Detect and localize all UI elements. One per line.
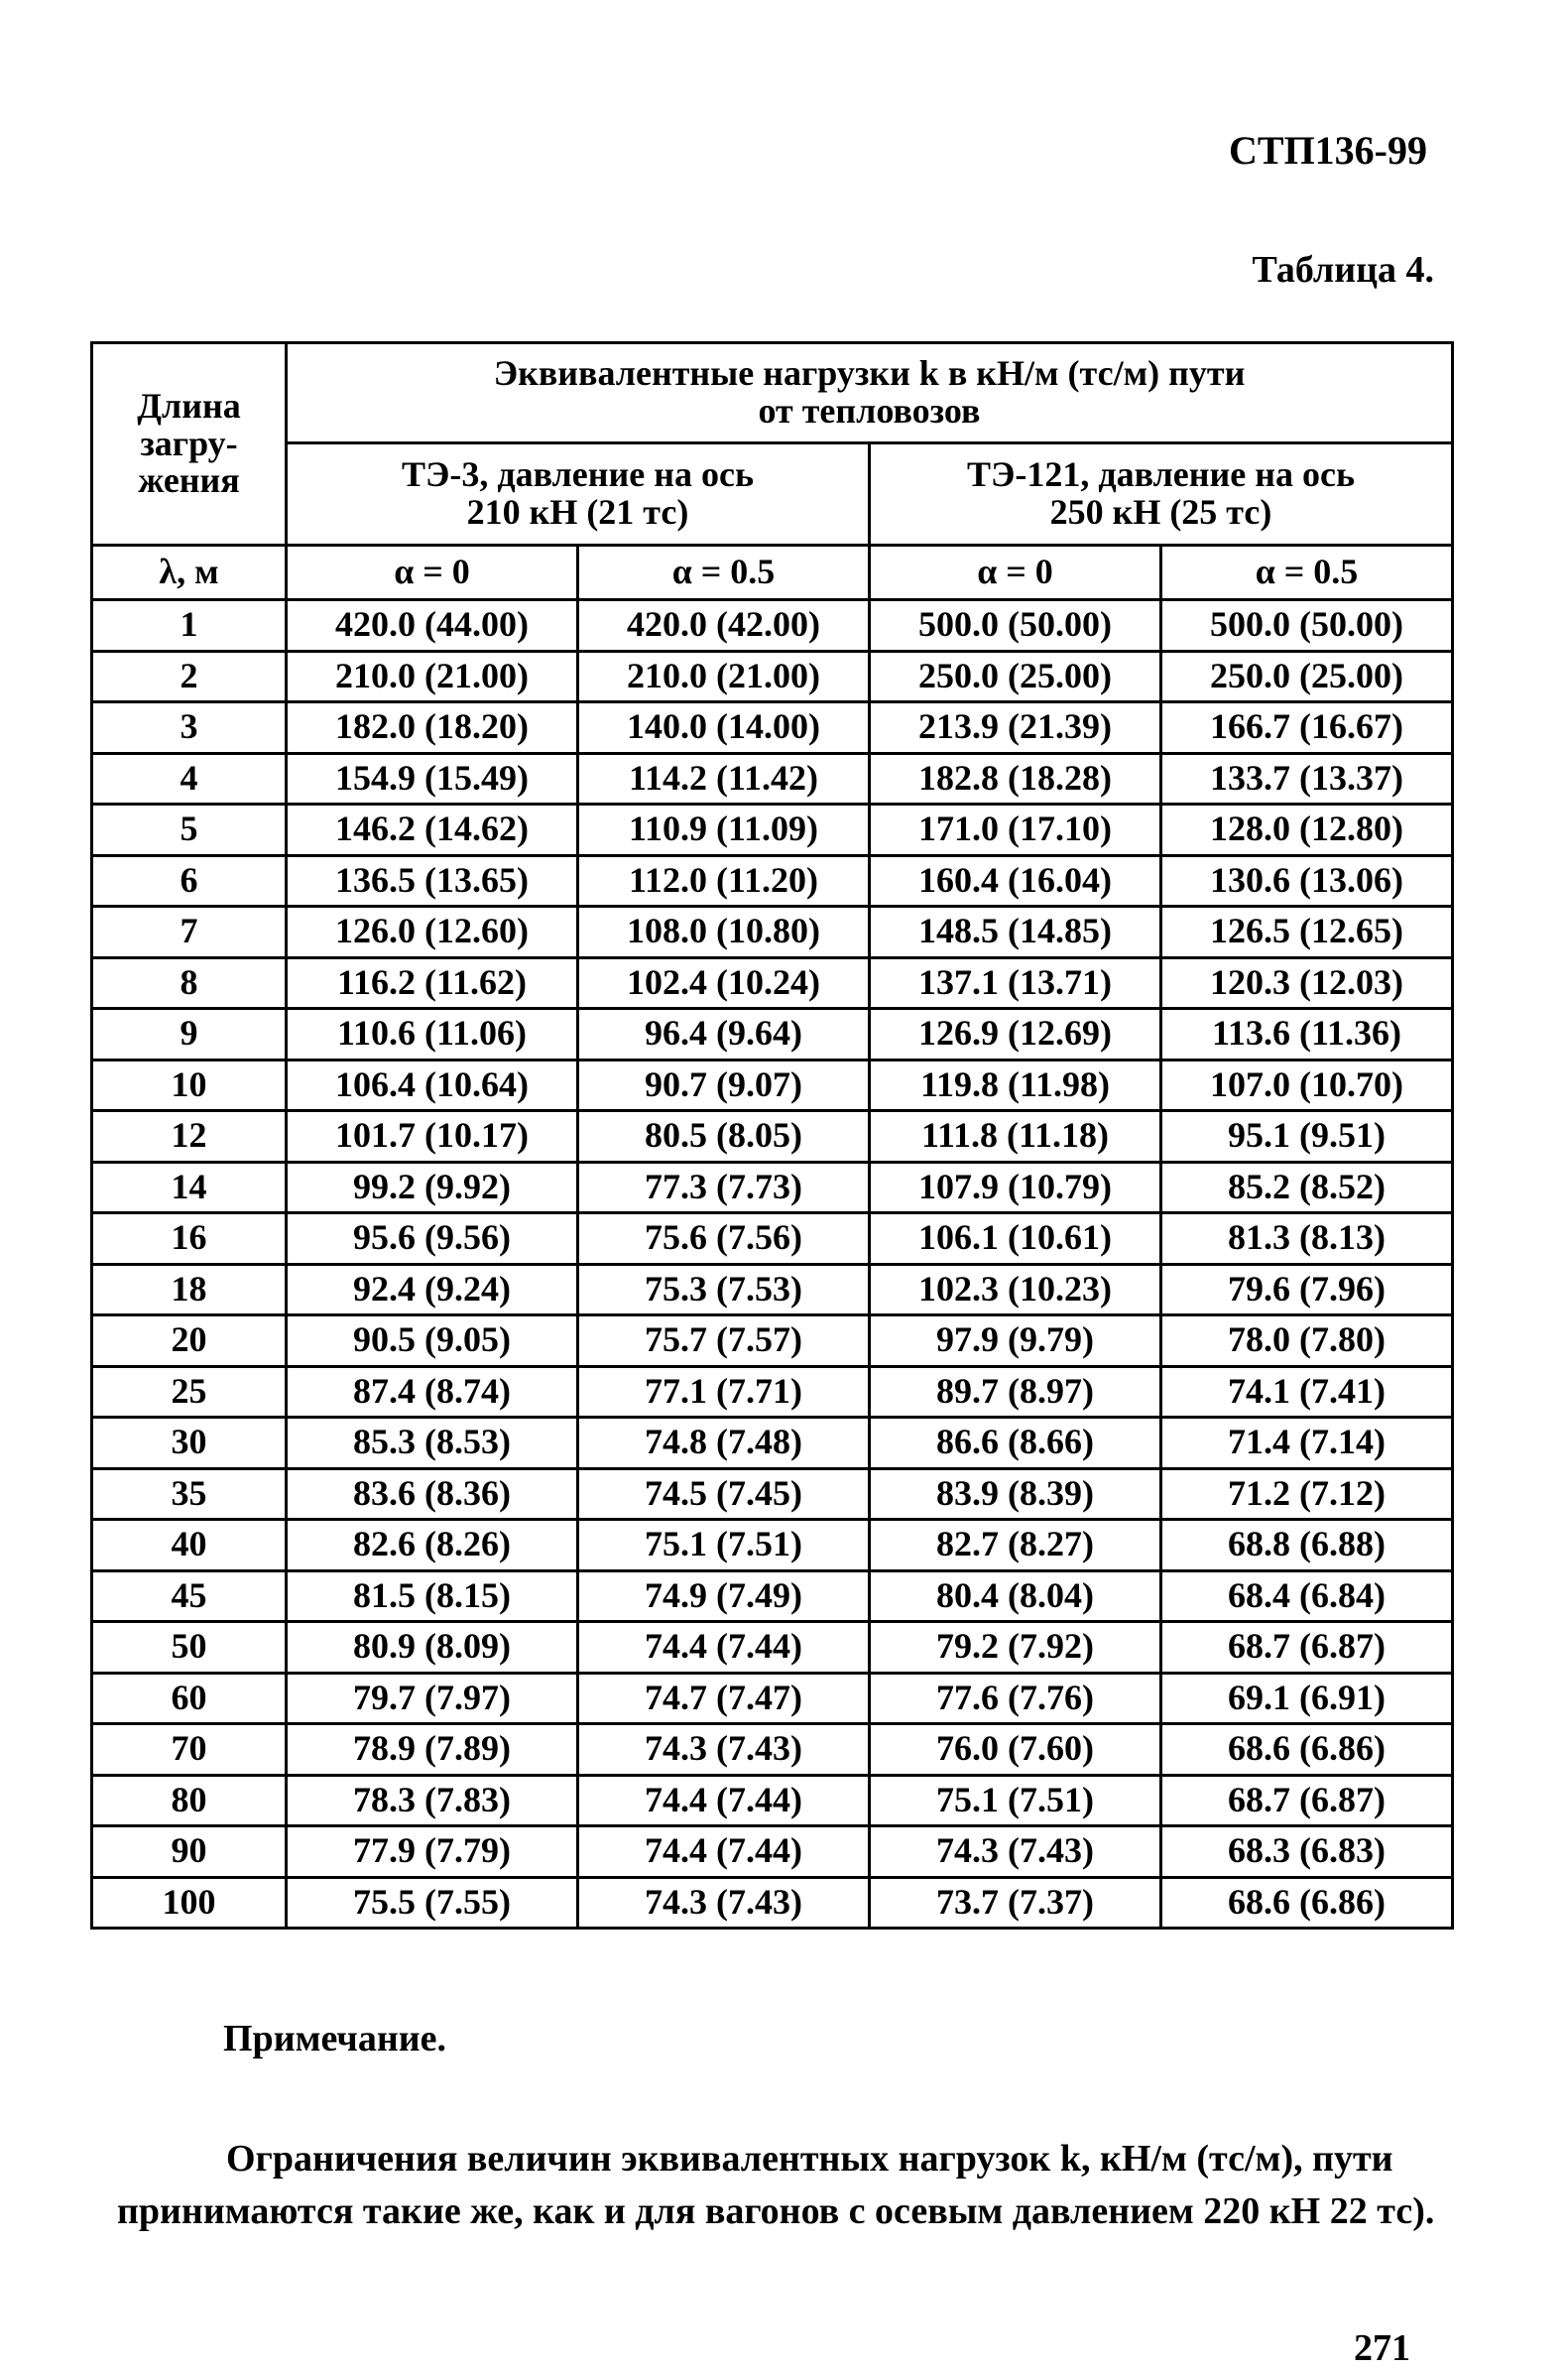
value-cell: 75.1 (7.51) [578, 1520, 870, 1571]
length-cell: 7 [92, 907, 287, 958]
value-cell: 128.0 (12.80) [1161, 805, 1453, 856]
value-cell: 137.1 (13.71) [870, 957, 1161, 1009]
value-cell: 146.2 (14.62) [287, 805, 578, 856]
table-row [92, 1418, 1453, 1469]
length-cell: 16 [92, 1213, 287, 1265]
length-cell: 12 [92, 1111, 287, 1163]
value-cell: 68.7 (6.87) [1161, 1622, 1453, 1674]
length-cell: 90 [92, 1826, 287, 1878]
table-row [92, 957, 1453, 1009]
length-header-line-1: Длина [137, 385, 241, 426]
length-unit-header: λ, м [92, 546, 287, 600]
loco-te121-header [870, 443, 1453, 546]
value-cell: 107.9 (10.79) [870, 1162, 1161, 1213]
table-row [92, 805, 1453, 856]
value-cell: 81.5 (8.15) [287, 1570, 578, 1622]
value-cell: 68.3 (6.83) [1161, 1826, 1453, 1878]
table-body [92, 600, 1453, 1929]
value-cell: 74.4 (7.44) [578, 1622, 870, 1674]
value-cell: 78.0 (7.80) [1161, 1315, 1453, 1367]
value-cell: 77.3 (7.73) [578, 1162, 870, 1213]
value-cell: 77.6 (7.76) [870, 1673, 1161, 1724]
length-cell: 8 [92, 957, 287, 1009]
alpha-0-header-te3: α = 0 [287, 546, 578, 600]
value-cell: 74.5 (7.45) [578, 1468, 870, 1520]
value-cell: 114.2 (11.42) [578, 753, 870, 805]
table-row [92, 1060, 1453, 1111]
value-cell: 82.6 (8.26) [287, 1520, 578, 1571]
value-cell: 107.0 (10.70) [1161, 1060, 1453, 1111]
note-text: Ограничения величин эквивалентных нагрузок k, кН/м (тс/м), пути принимаются такие же, как и для вагонов с осевым давлением 220 кН 22 тс). [117, 2138, 1435, 2233]
value-cell: 500.0 (50.00) [1161, 600, 1453, 652]
value-cell: 154.9 (15.49) [287, 753, 578, 805]
length-header-line-2: загру- [140, 423, 238, 463]
table-row [92, 651, 1453, 702]
length-cell: 3 [92, 702, 287, 754]
value-cell: 210.0 (21.00) [287, 651, 578, 702]
table-row [92, 1673, 1453, 1724]
length-cell: 50 [92, 1622, 287, 1674]
length-cell: 5 [92, 805, 287, 856]
value-cell: 250.0 (25.00) [1161, 651, 1453, 702]
length-cell: 2 [92, 651, 287, 702]
length-cell: 25 [92, 1366, 287, 1418]
value-cell: 116.2 (11.62) [287, 957, 578, 1009]
value-cell: 79.2 (7.92) [870, 1622, 1161, 1674]
length-cell: 100 [92, 1877, 287, 1929]
value-cell: 420.0 (42.00) [578, 600, 870, 652]
value-cell: 87.4 (8.74) [287, 1366, 578, 1418]
length-cell: 70 [92, 1724, 287, 1776]
value-cell: 83.9 (8.39) [870, 1468, 1161, 1520]
value-cell: 110.9 (11.09) [578, 805, 870, 856]
value-cell: 126.5 (12.65) [1161, 907, 1453, 958]
length-cell: 30 [92, 1418, 287, 1469]
table-row [92, 1468, 1453, 1520]
loco-te3-line-2: 210 кН (21 тс) [466, 492, 689, 532]
value-cell: 130.6 (13.06) [1161, 855, 1453, 907]
table-row [92, 855, 1453, 907]
table-row [92, 1622, 1453, 1674]
value-cell: 111.8 (11.18) [870, 1111, 1161, 1163]
value-cell: 78.9 (7.89) [287, 1724, 578, 1776]
value-cell: 166.7 (16.67) [1161, 702, 1453, 754]
value-cell: 79.6 (7.96) [1161, 1264, 1453, 1315]
value-cell: 71.2 (7.12) [1161, 1468, 1453, 1520]
length-cell: 20 [92, 1315, 287, 1367]
loco-te3-line-1: ТЭ-3, давление на ось [402, 454, 754, 495]
length-header-line-3: жения [138, 460, 240, 501]
value-cell: 74.7 (7.47) [578, 1673, 870, 1724]
value-cell: 106.1 (10.61) [870, 1213, 1161, 1265]
value-cell: 182.0 (18.20) [287, 702, 578, 754]
value-cell: 79.7 (7.97) [287, 1673, 578, 1724]
value-cell: 77.9 (7.79) [287, 1826, 578, 1878]
value-cell: 108.0 (10.80) [578, 907, 870, 958]
value-cell: 102.3 (10.23) [870, 1264, 1161, 1315]
value-cell: 96.4 (9.64) [578, 1009, 870, 1061]
value-cell: 74.1 (7.41) [1161, 1366, 1453, 1418]
value-cell: 420.0 (44.00) [287, 600, 578, 652]
table-row [92, 1826, 1453, 1878]
length-cell: 35 [92, 1468, 287, 1520]
value-cell: 81.3 (8.13) [1161, 1213, 1453, 1265]
value-cell: 77.1 (7.71) [578, 1366, 870, 1418]
table-row [92, 1520, 1453, 1571]
value-cell: 213.9 (21.39) [870, 702, 1161, 754]
value-cell: 74.3 (7.43) [578, 1724, 870, 1776]
value-cell: 160.4 (16.04) [870, 855, 1161, 907]
document-code: СТП136-99 [1229, 128, 1427, 173]
table-row [92, 1724, 1453, 1776]
length-cell: 6 [92, 855, 287, 907]
value-cell: 85.2 (8.52) [1161, 1162, 1453, 1213]
length-cell: 18 [92, 1264, 287, 1315]
alpha-05-header-te3: α = 0.5 [578, 546, 870, 600]
page-number: 271 [1354, 2327, 1410, 2369]
value-cell: 171.0 (17.10) [870, 805, 1161, 856]
value-cell: 95.1 (9.51) [1161, 1111, 1453, 1163]
value-cell: 90.7 (9.07) [578, 1060, 870, 1111]
value-cell: 113.6 (11.36) [1161, 1009, 1453, 1061]
table-row [92, 1315, 1453, 1367]
value-cell: 110.6 (11.06) [287, 1009, 578, 1061]
alpha-05-header-te121: α = 0.5 [1161, 546, 1453, 600]
table-row [92, 1877, 1453, 1929]
alpha-0-header-te121: α = 0 [870, 546, 1161, 600]
length-cell: 4 [92, 753, 287, 805]
value-cell: 80.9 (8.09) [287, 1622, 578, 1674]
table-row [92, 1213, 1453, 1265]
value-cell: 120.3 (12.03) [1161, 957, 1453, 1009]
value-cell: 126.9 (12.69) [870, 1009, 1161, 1061]
length-header [92, 343, 287, 546]
value-cell: 75.6 (7.56) [578, 1213, 870, 1265]
value-cell: 90.5 (9.05) [287, 1315, 578, 1367]
value-cell: 74.4 (7.44) [578, 1826, 870, 1878]
table-row [92, 600, 1453, 652]
value-cell: 75.1 (7.51) [870, 1775, 1161, 1826]
value-cell: 210.0 (21.00) [578, 651, 870, 702]
value-cell: 69.1 (6.91) [1161, 1673, 1453, 1724]
value-cell: 78.3 (7.83) [287, 1775, 578, 1826]
value-cell: 74.9 (7.49) [578, 1570, 870, 1622]
value-cell: 75.7 (7.57) [578, 1315, 870, 1367]
value-cell: 500.0 (50.00) [870, 600, 1161, 652]
value-cell: 74.8 (7.48) [578, 1418, 870, 1469]
loco-te121-line-2: 250 кН (25 тс) [1049, 492, 1272, 532]
table-row [92, 1264, 1453, 1315]
group-header [287, 343, 1453, 443]
table-row [92, 1162, 1453, 1213]
load-table [90, 341, 1454, 1930]
table-row [92, 1009, 1453, 1061]
group-header-line-1: Эквивалентные нагрузки k в кН/м (тс/м) пути [493, 353, 1246, 394]
loco-te121-line-1: ТЭ-121, давление на ось [967, 454, 1355, 495]
value-cell: 95.6 (9.56) [287, 1213, 578, 1265]
value-cell: 82.7 (8.27) [870, 1520, 1161, 1571]
value-cell: 83.6 (8.36) [287, 1468, 578, 1520]
value-cell: 68.8 (6.88) [1161, 1520, 1453, 1571]
value-cell: 99.2 (9.92) [287, 1162, 578, 1213]
value-cell: 133.7 (13.37) [1161, 753, 1453, 805]
value-cell: 136.5 (13.65) [287, 855, 578, 907]
value-cell: 74.3 (7.43) [578, 1877, 870, 1929]
value-cell: 68.4 (6.84) [1161, 1570, 1453, 1622]
value-cell: 182.8 (18.28) [870, 753, 1161, 805]
value-cell: 76.0 (7.60) [870, 1724, 1161, 1776]
table-row [92, 1111, 1453, 1163]
value-cell: 68.6 (6.86) [1161, 1877, 1453, 1929]
value-cell: 148.5 (14.85) [870, 907, 1161, 958]
value-cell: 89.7 (8.97) [870, 1366, 1161, 1418]
value-cell: 102.4 (10.24) [578, 957, 870, 1009]
value-cell: 75.5 (7.55) [287, 1877, 578, 1929]
value-cell: 112.0 (11.20) [578, 855, 870, 907]
value-cell: 86.6 (8.66) [870, 1418, 1161, 1469]
value-cell: 80.4 (8.04) [870, 1570, 1161, 1622]
table-row [92, 1775, 1453, 1826]
length-cell: 40 [92, 1520, 287, 1571]
value-cell: 250.0 (25.00) [870, 651, 1161, 702]
value-cell: 80.5 (8.05) [578, 1111, 870, 1163]
length-cell: 80 [92, 1775, 287, 1826]
length-cell: 45 [92, 1570, 287, 1622]
value-cell: 126.0 (12.60) [287, 907, 578, 958]
value-cell: 68.6 (6.86) [1161, 1724, 1453, 1776]
value-cell: 92.4 (9.24) [287, 1264, 578, 1315]
table-row [92, 1570, 1453, 1622]
table-row [92, 702, 1453, 754]
note-title: Примечание. [223, 2018, 446, 2059]
value-cell: 75.3 (7.53) [578, 1264, 870, 1315]
value-cell: 101.7 (10.17) [287, 1111, 578, 1163]
loco-te3-header [287, 443, 870, 546]
table-row [92, 753, 1453, 805]
group-header-line-2: от тепловозов [758, 391, 981, 431]
value-cell: 97.9 (9.79) [870, 1315, 1161, 1367]
value-cell: 140.0 (14.00) [578, 702, 870, 754]
table-label: Таблица 4. [1252, 249, 1434, 291]
value-cell: 74.3 (7.43) [870, 1826, 1161, 1878]
value-cell: 73.7 (7.37) [870, 1877, 1161, 1929]
length-cell: 10 [92, 1060, 287, 1111]
length-cell: 1 [92, 600, 287, 652]
value-cell: 85.3 (8.53) [287, 1418, 578, 1469]
length-cell: 9 [92, 1009, 287, 1061]
table-row [92, 1366, 1453, 1418]
table-row [92, 907, 1453, 958]
value-cell: 119.8 (11.98) [870, 1060, 1161, 1111]
value-cell: 71.4 (7.14) [1161, 1418, 1453, 1469]
value-cell: 68.7 (6.87) [1161, 1775, 1453, 1826]
length-cell: 14 [92, 1162, 287, 1213]
value-cell: 106.4 (10.64) [287, 1060, 578, 1111]
value-cell: 74.4 (7.44) [578, 1775, 870, 1826]
length-cell: 60 [92, 1673, 287, 1724]
